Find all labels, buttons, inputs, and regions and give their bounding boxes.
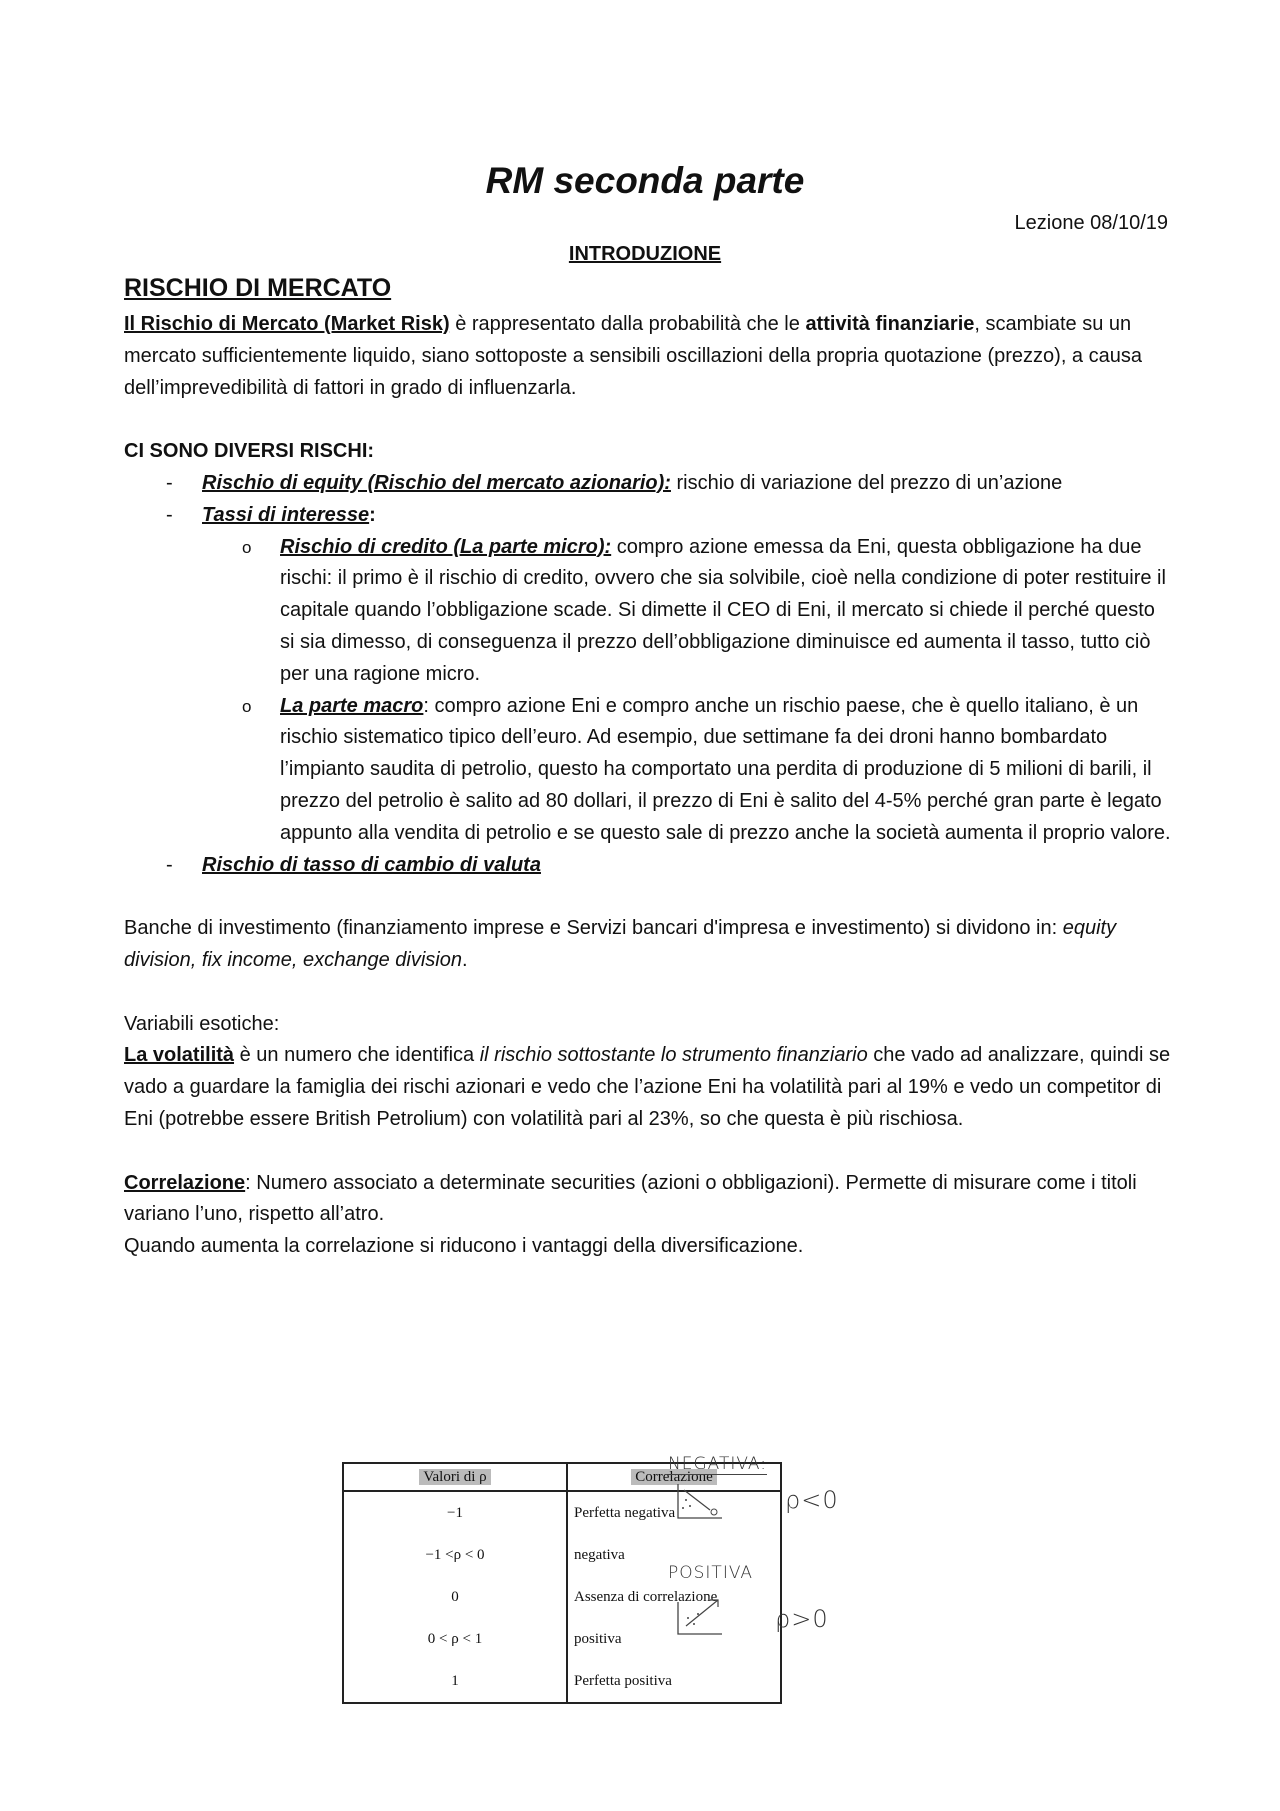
text: Banche di investimento (finanziamento imprese e Servizi bancari d'impresa e investimento) si dividono in: (124, 917, 1063, 940)
risks-heading: CI SONO DIVERSI RISCHI: (124, 440, 375, 463)
table-row (343, 1660, 781, 1703)
correlation-type: Perfetta negativa (574, 1504, 676, 1521)
correlation-type: positiva (574, 1630, 622, 1647)
handwritten-negative-formula: ρ<0 (785, 1486, 839, 1514)
handwritten-negative-label: NEGATIVA: (668, 1454, 767, 1474)
label: Tassi di interesse (202, 503, 370, 526)
correlation-note: Quando aumenta la correlazione si riducono i vantaggi della diversificazione. (124, 1235, 804, 1258)
rho-value: 0 (343, 1576, 567, 1618)
italic-text: equity division, fix income, exchange division (124, 917, 1117, 971)
handwritten-positive-label: POSITIVA (668, 1563, 754, 1583)
list-item: - Rischio di equity (Rischio del mercato azionario): rischio di variazione del prezzo di un’azione (166, 471, 1063, 494)
rho-value: −1 <ρ < 0 (343, 1534, 567, 1576)
correlation-type: negativa (574, 1546, 625, 1563)
document-body (124, 309, 1174, 1263)
header-label: Correlazione (631, 1469, 716, 1485)
text: : compro azione Eni e compro anche un rischio paese, che è quello italiano, è un rischio sistematico tipico dell’euro. Ad esempio, due settimane fa dei droni hanno bombardato l’impianto saudita di petrolio, questo ha comportato una perdita di produzione di 5 milioni di barili, il prezzo del petrolio è salito ad 80 dollari, il prezzo di Eni è salito del 4-5% perché gran parte è legato appunto alla vendita di petrolio e se questo sale di prezzo anche la società aumenta il proprio valore. (280, 694, 1171, 844)
banks-paragraph (124, 913, 1174, 977)
label: Rischio di credito (La parte micro): (280, 535, 612, 558)
negative-scatter-sketch (670, 1480, 750, 1525)
term: Il Rischio di Mercato (Market Risk) (124, 313, 450, 335)
page-title: RM seconda parte (485, 160, 805, 201)
text: è rappresentato dalla probabilità che le (449, 313, 806, 335)
heading-market-risk: RISCHIO DI MERCATO (124, 274, 392, 302)
section-title: INTRODUZIONE (568, 243, 722, 265)
text: compro azione emessa da Eni, questa obbligazione ha due rischi: il primo è il rischio di credito, ovvero che sia solvibile, cioè nella condizione di poter restituire il capitale quando l’obbligazione scade. Si dimette il CEO di Eni, il mercato si chiede il perché questo si sia dimesso, di conseguenza il prezzo dell’obbligazione diminuisce ed aumenta il tasso, tutto ciò per una ragione micro. (280, 535, 1166, 685)
list-item: - Rischio di tasso di cambio di valuta (166, 853, 541, 876)
label: Rischio di equity (Rischio del mercato azionario): (202, 471, 671, 494)
volatility-paragraph (124, 1040, 1174, 1135)
rho-value: 0 < ρ < 1 (343, 1618, 567, 1660)
italic-text: il rischio sottostante lo strumento finanziario (479, 1044, 868, 1067)
header-label: Valori di ρ (419, 1469, 490, 1485)
handwritten-positive-formula: ρ>0 (775, 1605, 829, 1633)
text: rischio di variazione del prezzo di un’azione (670, 471, 1063, 494)
text: : Numero associato a determinate securities (azioni o obbligazioni). Permette di misurare come i titoli variano l’uno, rispetto all’atro. (124, 1171, 1137, 1226)
list-item: - Tassi di interesse: (166, 503, 376, 526)
correlation-type: Perfetta positiva (574, 1672, 672, 1689)
correlation-paragraph (124, 1168, 1174, 1232)
sub-list-item: o La parte macro: compro azione Eni e compro anche un rischio paese, che è quello italiano, è un rischio sistematico tipico dell’euro. Ad esempio, due settimane fa dei droni hanno bombardato l’impianto saudita di petrolio, questo ha comportato una perdita di produzione di 5 milioni di barili, il prezzo del petrolio è salito ad 80 dollari, il prezzo di Eni è salito del 4-5% perché gran parte è legato appunto alla vendita di petrolio e se questo sale di prezzo anche la società aumenta il proprio valore. (242, 694, 1171, 844)
text: , scambiate su un mercato sufficientemente liquido, siano sottoposte a sensibili oscillazioni della propria quotazione (prezzo), a causa dell’imprevedibilità di fattori in grado di influenzarla. (124, 313, 1142, 399)
bold-text: attività finanziarie (805, 313, 975, 335)
rho-value: 1 (343, 1660, 567, 1703)
positive-scatter-sketch (670, 1590, 750, 1640)
text: . (461, 948, 468, 971)
text: che vado ad analizzare, quindi se vado a guardare la famiglia dei rischi azionari e vedo che l’azione Eni ha volatilità pari al 19% e vedo un competitor di Eni (potrebbe essere British Petrolium) con volatilità pari al 23%, so che questa è più rischiosa. (124, 1044, 1171, 1130)
term: Correlazione (124, 1171, 246, 1194)
correlation-type: Assenza di correlazione (574, 1588, 718, 1605)
label: La parte macro (280, 694, 424, 717)
header-cell (343, 1463, 567, 1491)
text: è un numero che identifica (234, 1044, 480, 1067)
label: Rischio di tasso di cambio di valuta (202, 853, 541, 876)
rho-value: −1 (343, 1491, 567, 1534)
exotic-label: Variabili esotiche: (124, 1012, 280, 1035)
lesson-date: Lezione 08/10/19 (1014, 212, 1168, 234)
intro-paragraph (124, 309, 1174, 404)
text: : (369, 503, 376, 526)
term: La volatilità (124, 1044, 235, 1067)
sub-list-item: o Rischio di credito (La parte micro): compro azione emessa da Eni, questa obbligazione ha due rischi: il primo è il rischio di credito, ovvero che sia solvibile, cioè nella condizione di poter restituire il capitale quando l’obbligazione scade. Si dimette il CEO di Eni, il mercato si chiede il perché questo si sia dimesso, di conseguenza il prezzo dell’obbligazione diminuisce ed aumenta il tasso, tutto ciò per una ragione micro. (242, 535, 1166, 685)
